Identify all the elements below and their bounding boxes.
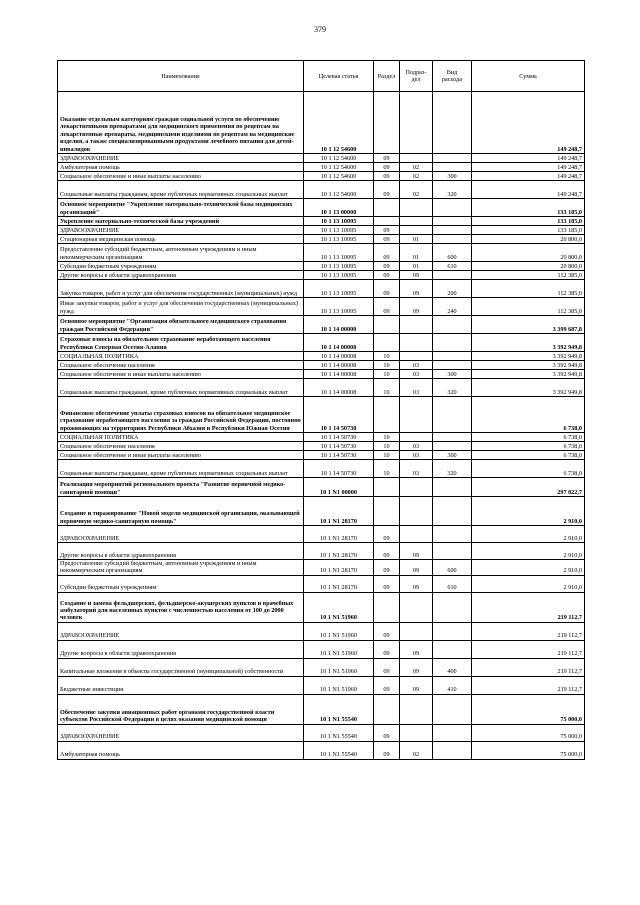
cell-subsection — [400, 478, 433, 497]
cell-sum: 219 112,7 — [472, 622, 585, 640]
cell-expense-type — [433, 235, 472, 244]
table-row — [58, 676, 585, 694]
cell-target-article: 10 1 13 10095 — [304, 244, 374, 262]
cell-sum: 6 738,0 — [472, 460, 585, 478]
cell-subsection: 09 — [400, 560, 433, 576]
table-row — [58, 433, 585, 442]
cell-name: Другие вопросы в области здравоохранения — [58, 271, 304, 280]
cell-expense-type — [433, 163, 472, 172]
table-row — [58, 460, 585, 478]
table-header-row — [58, 61, 585, 92]
cell-expense-type: 320 — [433, 379, 472, 397]
cell-name: Социальное обеспечение и иные выплаты населению — [58, 370, 304, 379]
cell-expense-type — [433, 397, 472, 433]
cell-expense-type — [433, 433, 472, 442]
budget-table — [57, 60, 585, 760]
table-row — [58, 298, 585, 316]
cell-target-article: 10 1 12 54600 — [304, 163, 374, 172]
cell-target-article: 10 1 N1 51960 — [304, 658, 374, 676]
cell-section — [374, 397, 400, 433]
cell-sum: 149 248,7 — [472, 92, 585, 154]
cell-name: Бюджетные инвестиции — [58, 676, 304, 694]
cell-section: 09 — [374, 526, 400, 543]
cell-subsection: 02 — [400, 181, 433, 199]
cell-section: 09 — [374, 262, 400, 271]
table-row — [58, 334, 585, 352]
cell-name: ЗДРАВООХРАНЕНИЕ — [58, 724, 304, 741]
table-row — [58, 154, 585, 163]
cell-sum: 3 392 949,8 — [472, 361, 585, 370]
cell-name: Амбулаторная помощь — [58, 163, 304, 172]
cell-name: Социальные выплаты гражданам, кроме публичных нормативных социальных выплат — [58, 379, 304, 397]
cell-expense-type — [433, 92, 472, 154]
cell-target-article: 10 1 N1 28170 — [304, 575, 374, 592]
cell-name: Основное мероприятие "Укрепление материально-технической базы медицинских организаций" — [58, 199, 304, 217]
cell-section: 10 — [374, 352, 400, 361]
cell-expense-type — [433, 361, 472, 370]
cell-name: Социальное обеспечение и иные выплаты населению — [58, 451, 304, 460]
table-row — [58, 352, 585, 361]
cell-name: Социальные выплаты гражданам, кроме публичных нормативных социальных выплат — [58, 181, 304, 199]
header-section: Раздел — [374, 61, 400, 92]
cell-expense-type — [433, 199, 472, 217]
table-row — [58, 560, 585, 576]
cell-subsection — [400, 622, 433, 640]
cell-target-article: 10 1 14 50730 — [304, 460, 374, 478]
cell-target-article: 10 1 12 54600 — [304, 181, 374, 199]
cell-section: 09 — [374, 543, 400, 560]
cell-target-article: 10 1 14 50730 — [304, 442, 374, 451]
cell-target-article: 10 1 N1 51960 — [304, 592, 374, 622]
cell-subsection: 03 — [400, 451, 433, 460]
cell-subsection — [400, 497, 433, 526]
cell-sum: 3 392 949,8 — [472, 334, 585, 352]
cell-target-article: 10 1 N1 55540 — [304, 694, 374, 724]
cell-section: 09 — [374, 235, 400, 244]
cell-sum: 219 112,7 — [472, 676, 585, 694]
cell-sum: 3 392 949,8 — [472, 370, 585, 379]
cell-sum: 2 910,0 — [472, 575, 585, 592]
cell-sum: 6 738,0 — [472, 442, 585, 451]
table-row — [58, 181, 585, 199]
cell-name: Реализация мероприятий регионального проекта "Развитие первичной медико-санитарной помощи" — [58, 478, 304, 497]
cell-name: Предоставление субсидий бюджетным, автономным учреждениям и иным некоммерческим организациям — [58, 560, 304, 576]
cell-target-article: 10 1 13 10095 — [304, 298, 374, 316]
cell-section — [374, 217, 400, 226]
cell-target-article: 10 1 14 00008 — [304, 361, 374, 370]
cell-sum: 20 800,0 — [472, 244, 585, 262]
table-row — [58, 724, 585, 741]
cell-name: Создание и тиражирование "Новой модели медицинской организации, оказывающей первичную медико-санитарную помощь" — [58, 497, 304, 526]
cell-sum: 149 248,7 — [472, 163, 585, 172]
cell-subsection — [400, 352, 433, 361]
table-row — [58, 451, 585, 460]
cell-section: 09 — [374, 741, 400, 759]
cell-section — [374, 497, 400, 526]
cell-section: 09 — [374, 676, 400, 694]
cell-subsection — [400, 592, 433, 622]
cell-section — [374, 694, 400, 724]
cell-expense-type — [433, 352, 472, 361]
cell-name: Страховые взносы на обязательное страхование неработающего населения Республики Северная Осетия-Алания — [58, 334, 304, 352]
cell-section: 09 — [374, 181, 400, 199]
cell-sum: 112 385,0 — [472, 271, 585, 280]
cell-sum: 3 392 949,8 — [472, 352, 585, 361]
cell-section — [374, 478, 400, 497]
table-row — [58, 397, 585, 433]
cell-target-article: 10 1 12 54600 — [304, 154, 374, 163]
cell-section — [374, 592, 400, 622]
cell-section — [374, 316, 400, 334]
cell-expense-type: 610 — [433, 262, 472, 271]
cell-subsection — [400, 433, 433, 442]
cell-expense-type — [433, 622, 472, 640]
cell-expense-type — [433, 543, 472, 560]
cell-expense-type: 320 — [433, 181, 472, 199]
cell-expense-type: 610 — [433, 575, 472, 592]
cell-expense-type: 410 — [433, 676, 472, 694]
table-row — [58, 172, 585, 181]
cell-subsection: 09 — [400, 640, 433, 658]
table-row — [58, 361, 585, 370]
cell-target-article: 10 1 12 54600 — [304, 92, 374, 154]
table-row — [58, 235, 585, 244]
cell-sum: 2 910,0 — [472, 526, 585, 543]
cell-sum: 133 185,0 — [472, 199, 585, 217]
cell-expense-type — [433, 217, 472, 226]
table-row — [58, 694, 585, 724]
cell-name: Закупка товаров, работ и услуг для обеспечения государственных (муниципальных) нужд — [58, 280, 304, 298]
cell-target-article: 10 1 N1 00000 — [304, 478, 374, 497]
table-row — [58, 640, 585, 658]
cell-section: 10 — [374, 361, 400, 370]
cell-name: Социальные выплаты гражданам, кроме публичных нормативных социальных выплат — [58, 460, 304, 478]
cell-expense-type: 320 — [433, 460, 472, 478]
cell-expense-type: 600 — [433, 244, 472, 262]
cell-expense-type: 200 — [433, 280, 472, 298]
cell-subsection: 02 — [400, 163, 433, 172]
cell-subsection: 03 — [400, 370, 433, 379]
cell-target-article: 10 1 14 00000 — [304, 316, 374, 334]
cell-section — [374, 92, 400, 154]
cell-name: Обеспечение закупки авиационных работ органами государственной власти субъектов Российской Федерации в целях оказания медицинской помощи — [58, 694, 304, 724]
cell-sum: 219 112,7 — [472, 640, 585, 658]
cell-section: 10 — [374, 460, 400, 478]
cell-expense-type — [433, 592, 472, 622]
cell-expense-type — [433, 526, 472, 543]
cell-section: 09 — [374, 640, 400, 658]
cell-expense-type — [433, 154, 472, 163]
cell-sum: 75 000,0 — [472, 694, 585, 724]
table-row — [58, 370, 585, 379]
cell-subsection: 01 — [400, 262, 433, 271]
cell-name: ЗДРАВООХРАНЕНИЕ — [58, 526, 304, 543]
cell-sum: 149 248,7 — [472, 154, 585, 163]
cell-subsection: 03 — [400, 442, 433, 451]
table-row — [58, 592, 585, 622]
cell-name: Социальное обеспечение и иные выплаты населению — [58, 172, 304, 181]
cell-subsection: 01 — [400, 235, 433, 244]
cell-target-article: 10 1 13 10095 — [304, 226, 374, 235]
cell-subsection — [400, 217, 433, 226]
cell-section: 10 — [374, 442, 400, 451]
table-row — [58, 741, 585, 759]
cell-subsection: 02 — [400, 172, 433, 181]
table-row — [58, 379, 585, 397]
cell-subsection: 01 — [400, 244, 433, 262]
cell-name: Иные закупки товаров, работ и услуг для обеспечения государственных (муниципальных) нужд — [58, 298, 304, 316]
cell-name: Капитальные вложения в объекты государственной (муниципальной) собственности — [58, 658, 304, 676]
cell-sum: 2 910,0 — [472, 560, 585, 576]
cell-name: ЗДРАВООХРАНЕНИЕ — [58, 154, 304, 163]
cell-expense-type — [433, 640, 472, 658]
cell-target-article: 10 1 N1 51960 — [304, 676, 374, 694]
header-target-article: Целевая статья — [304, 61, 374, 92]
cell-subsection: 09 — [400, 271, 433, 280]
cell-expense-type: 240 — [433, 298, 472, 316]
cell-section: 10 — [374, 451, 400, 460]
cell-sum: 2 910,0 — [472, 543, 585, 560]
cell-name: Субсидии бюджетным учреждениям — [58, 575, 304, 592]
table-row — [58, 92, 585, 154]
cell-sum: 2 910,0 — [472, 497, 585, 526]
cell-target-article: 10 1 13 00000 — [304, 199, 374, 217]
cell-expense-type — [433, 741, 472, 759]
cell-target-article: 10 1 N1 28170 — [304, 543, 374, 560]
cell-target-article: 10 1 14 50730 — [304, 451, 374, 460]
table-row — [58, 658, 585, 676]
cell-name: Субсидии бюджетным учреждениям — [58, 262, 304, 271]
cell-section: 09 — [374, 280, 400, 298]
table-row — [58, 226, 585, 235]
cell-expense-type — [433, 442, 472, 451]
cell-sum: 219 112,7 — [472, 592, 585, 622]
cell-name: СОЦИАЛЬНАЯ ПОЛИТИКА — [58, 352, 304, 361]
cell-expense-type: 600 — [433, 560, 472, 576]
cell-subsection — [400, 397, 433, 433]
cell-subsection — [400, 226, 433, 235]
cell-section: 09 — [374, 298, 400, 316]
cell-target-article: 10 1 14 00008 — [304, 370, 374, 379]
cell-name: Другие вопросы в области здравоохранения — [58, 543, 304, 560]
header-name: Наименование — [58, 61, 304, 92]
cell-subsection — [400, 694, 433, 724]
cell-section: 10 — [374, 433, 400, 442]
cell-target-article: 10 1 13 10095 — [304, 271, 374, 280]
cell-target-article: 10 1 14 00008 — [304, 352, 374, 361]
cell-name: Финансовое обеспечение уплаты страховых взносов на обязательное медицинское страхование неработающего населения за граждан Российской Федерации, постоянно проживающих на территориях Республики Абхазия и Республики Южная Осетия — [58, 397, 304, 433]
cell-subsection — [400, 154, 433, 163]
cell-sum: 297 022,7 — [472, 478, 585, 497]
cell-target-article: 10 1 N1 55540 — [304, 741, 374, 759]
cell-name: Основное мероприятие "Организация обязательного медицинского страхования граждан Российской Федерации" — [58, 316, 304, 334]
cell-target-article: 10 1 14 00008 — [304, 334, 374, 352]
cell-sum: 75 000,0 — [472, 741, 585, 759]
cell-name: Амбулаторная помощь — [58, 741, 304, 759]
cell-name: Стационарная медицинская помощь — [58, 235, 304, 244]
header-sum: Сумма — [472, 61, 585, 92]
table-row — [58, 163, 585, 172]
cell-target-article: 10 1 14 00008 — [304, 379, 374, 397]
cell-target-article: 10 1 13 10095 — [304, 280, 374, 298]
cell-expense-type — [433, 478, 472, 497]
table-row — [58, 442, 585, 451]
cell-subsection — [400, 334, 433, 352]
cell-target-article: 10 1 14 50730 — [304, 397, 374, 433]
cell-subsection: 09 — [400, 575, 433, 592]
cell-subsection: 09 — [400, 543, 433, 560]
cell-sum: 75 000,0 — [472, 724, 585, 741]
cell-name: Социальное обеспечение населения — [58, 442, 304, 451]
cell-sum: 149 248,7 — [472, 172, 585, 181]
cell-subsection: 09 — [400, 280, 433, 298]
table-row — [58, 262, 585, 271]
cell-section: 09 — [374, 172, 400, 181]
cell-expense-type: 300 — [433, 370, 472, 379]
cell-expense-type — [433, 724, 472, 741]
cell-name: Социальное обеспечение населения — [58, 361, 304, 370]
cell-name: ЗДРАВООХРАНЕНИЕ — [58, 226, 304, 235]
cell-name: СОЦИАЛЬНАЯ ПОЛИТИКА — [58, 433, 304, 442]
cell-subsection: 09 — [400, 676, 433, 694]
cell-target-article: 10 1 N1 28170 — [304, 526, 374, 543]
table-row — [58, 244, 585, 262]
cell-section: 10 — [374, 370, 400, 379]
cell-expense-type — [433, 497, 472, 526]
cell-target-article: 10 1 12 54600 — [304, 172, 374, 181]
cell-section: 09 — [374, 154, 400, 163]
cell-section: 10 — [374, 379, 400, 397]
cell-expense-type — [433, 334, 472, 352]
cell-subsection — [400, 92, 433, 154]
cell-sum: 3 392 949,8 — [472, 379, 585, 397]
cell-section: 09 — [374, 226, 400, 235]
table-row — [58, 271, 585, 280]
cell-section — [374, 199, 400, 217]
cell-sum: 3 399 687,8 — [472, 316, 585, 334]
cell-section: 09 — [374, 163, 400, 172]
cell-target-article: 10 1 N1 55540 — [304, 724, 374, 741]
cell-section: 09 — [374, 658, 400, 676]
cell-sum: 112 385,0 — [472, 298, 585, 316]
table-row — [58, 543, 585, 560]
cell-section: 09 — [374, 244, 400, 262]
cell-target-article: 10 1 13 10095 — [304, 235, 374, 244]
cell-expense-type — [433, 226, 472, 235]
cell-subsection — [400, 526, 433, 543]
table-row — [58, 280, 585, 298]
table-body — [58, 92, 585, 760]
cell-target-article: 10 1 N1 51960 — [304, 622, 374, 640]
table-row — [58, 217, 585, 226]
page-number: 379 — [314, 25, 326, 34]
cell-target-article: 10 1 13 10095 — [304, 262, 374, 271]
cell-section: 09 — [374, 560, 400, 576]
cell-sum: 6 738,0 — [472, 451, 585, 460]
header-subsection: Подраз- дел — [400, 61, 433, 92]
cell-sum: 20 800,0 — [472, 262, 585, 271]
table-row — [58, 497, 585, 526]
cell-subsection: 03 — [400, 379, 433, 397]
cell-expense-type — [433, 271, 472, 280]
cell-name: Оказание отдельным категориям граждан социальной услуги по обеспечению лекарственными препаратами для медицинского применения по рецептам на лекарственные препараты, медицинскими изделиями по рецептам на медицинские изделия, а также специализированными продуктами лечебного питания для детей-инвалидов — [58, 92, 304, 154]
cell-section: 09 — [374, 575, 400, 592]
cell-name: Предоставление субсидий бюджетным, автономным учреждениям и иным некоммерческим организациям — [58, 244, 304, 262]
cell-expense-type — [433, 694, 472, 724]
cell-subsection — [400, 316, 433, 334]
table-row — [58, 478, 585, 497]
cell-subsection: 02 — [400, 741, 433, 759]
cell-expense-type: 400 — [433, 658, 472, 676]
table-row — [58, 526, 585, 543]
cell-section — [374, 334, 400, 352]
cell-target-article: 10 1 N1 51960 — [304, 640, 374, 658]
cell-target-article: 10 1 13 10095 — [304, 217, 374, 226]
cell-name: ЗДРАВООХРАНЕНИЕ — [58, 622, 304, 640]
cell-expense-type: 300 — [433, 451, 472, 460]
cell-sum: 6 738,0 — [472, 433, 585, 442]
cell-sum: 112 385,0 — [472, 280, 585, 298]
cell-subsection — [400, 199, 433, 217]
cell-target-article: 10 1 N1 28170 — [304, 560, 374, 576]
cell-sum: 20 800,0 — [472, 235, 585, 244]
cell-subsection: 03 — [400, 361, 433, 370]
cell-expense-type — [433, 316, 472, 334]
cell-subsection: 03 — [400, 460, 433, 478]
cell-subsection: 09 — [400, 658, 433, 676]
cell-name: Создание и замена фельдшерских, фельдшерско-акушерских пунктов и врачебных амбулаторий для населенных пунктов с численностью населения от 100 до 2000 человек — [58, 592, 304, 622]
cell-section: 09 — [374, 622, 400, 640]
cell-expense-type: 300 — [433, 172, 472, 181]
cell-sum: 133 185,0 — [472, 226, 585, 235]
table-row — [58, 316, 585, 334]
cell-section: 09 — [374, 271, 400, 280]
cell-sum: 219 112,7 — [472, 658, 585, 676]
header-expense-type: Вид расхода — [433, 61, 472, 92]
cell-target-article: 10 1 N1 28170 — [304, 497, 374, 526]
cell-target-article: 10 1 14 50730 — [304, 433, 374, 442]
table-row — [58, 622, 585, 640]
cell-subsection — [400, 724, 433, 741]
table-row — [58, 199, 585, 217]
cell-name: Другие вопросы в области здравоохранения — [58, 640, 304, 658]
cell-sum: 133 185,0 — [472, 217, 585, 226]
cell-sum: 149 248,7 — [472, 181, 585, 199]
cell-sum: 6 738,0 — [472, 397, 585, 433]
table-row — [58, 575, 585, 592]
cell-section: 09 — [374, 724, 400, 741]
cell-name: Укрепление материально-технической базы учреждений — [58, 217, 304, 226]
cell-subsection: 09 — [400, 298, 433, 316]
